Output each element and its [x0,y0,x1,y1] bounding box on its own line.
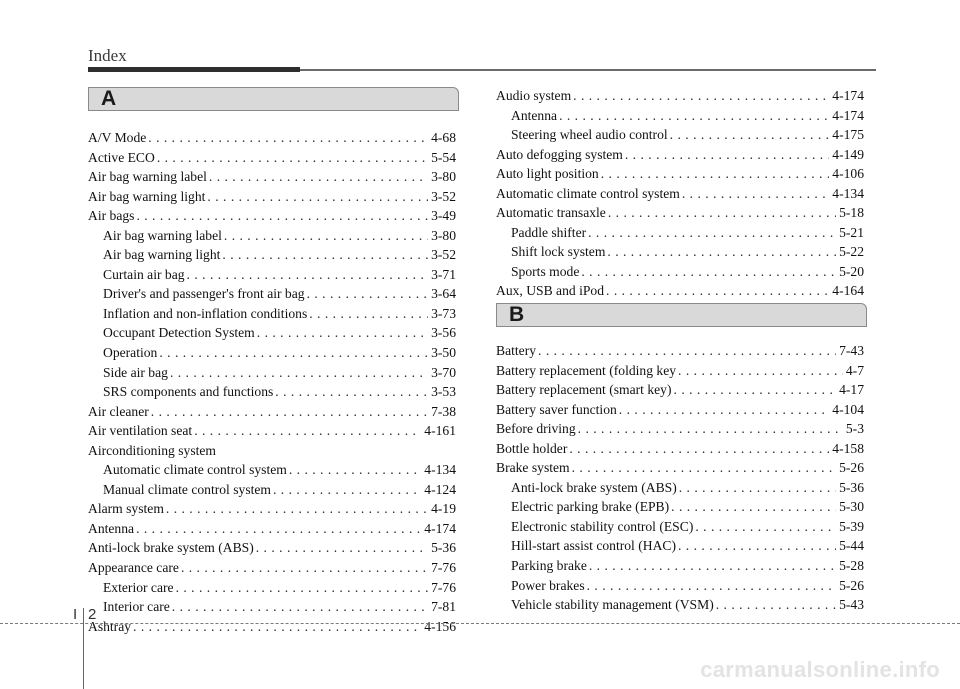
index-entry-page: 3-80 [431,169,456,185]
index-entry-label: Alarm system [88,501,164,517]
index-entry-page: 5-26 [839,460,864,476]
index-entry-leader-dots [670,125,830,145]
index-entry [88,597,456,617]
index-entry [496,595,864,615]
index-entry-label: Electronic stability control (ESC) [511,518,694,534]
index-entry-page: 4-164 [832,283,864,299]
index-entry-leader-dots [607,242,836,262]
index-entry-leader-dots [170,363,428,383]
index-entry-leader-dots [587,576,836,596]
index-entry-label: Paddle shifter [511,224,587,240]
section-header-b [496,303,867,327]
index-entry-leader-dots [207,187,428,207]
index-entry-label: Curtain air bag [103,266,185,282]
index-entry-leader-dots [151,402,428,422]
index-entry-label: Side air bag [103,364,168,380]
index-entry-label: Brake system [496,460,570,476]
index-entry [88,617,456,637]
index-entry-label: Battery replacement (smart key) [496,382,672,398]
index-entry-leader-dots [573,86,829,106]
index-entry-leader-dots [176,578,429,598]
index-entry-label: Power brakes [511,577,585,593]
index-entry [88,460,456,480]
index-entry-page: 4-161 [424,423,456,439]
index-entry-label: Battery replacement (folding key [496,362,677,378]
index-entry [496,458,864,478]
index-entry-leader-dots [136,519,421,539]
left-column [88,128,456,636]
index-entry [88,499,456,519]
index-entry [496,223,864,243]
footer-dashed-line [0,623,960,624]
index-entry [88,167,456,187]
index-entry-page: 5-18 [839,205,864,221]
index-entry-label: Parking brake [511,558,587,574]
section-header-a [88,87,459,111]
index-entry-label: Airconditioning system [88,442,216,458]
index-entry-label: Air bags [88,208,135,224]
index-entry [88,265,456,285]
index-entry-label: Auto defogging system [496,146,623,162]
index-entry-page: 5-36 [431,540,456,556]
index-entry-page: 5-44 [839,538,864,554]
index-entry [88,519,456,539]
index-entry [496,536,864,556]
index-entry [496,203,864,223]
index-entry-label: Air cleaner [88,403,149,419]
index-entry-page: 3-52 [431,247,456,263]
index-entry [88,245,456,265]
index-entry-page: 4-19 [431,501,456,517]
index-entry-label: Automatic transaxle [496,205,606,221]
index-entry [88,343,456,363]
index-entry-label: Air bag warning light [103,247,221,263]
index-entry-label: Ashtray [88,618,132,634]
index-entry-leader-dots [194,421,421,441]
index-entry-leader-dots [307,284,429,304]
index-entry-page: 4-68 [431,130,456,145]
index-entry-page: 5-3 [845,421,864,437]
index-entry-label: Air bag warning label [88,169,207,185]
index-entry [88,304,456,324]
index-entry-page: 3-70 [431,364,456,380]
index-entry-page: 4-158 [832,440,864,456]
index-entry [88,480,456,500]
header-rule-thick [88,67,300,72]
index-entry-leader-dots [256,538,428,558]
index-entry [496,86,864,106]
section-letter-b: B [509,303,525,326]
index-entry [496,576,864,596]
index-entry-page: 3-52 [431,188,456,204]
index-entry-leader-dots [569,439,829,459]
index-entry [496,242,864,262]
index-entry-label: Interior care [103,599,170,615]
index-entry-leader-dots [136,206,428,226]
index-entry-label: Air ventilation seat [88,423,193,439]
index-entry-leader-dots [589,556,836,576]
index-entry-page: 7-76 [431,560,456,576]
index-entry [496,517,864,537]
index-entry-leader-dots [619,400,829,420]
index-entry-leader-dots [187,265,429,285]
index-entry [88,382,456,402]
index-entry-page: 4-134 [424,462,456,478]
index-entry-label: Sports mode [511,263,580,279]
index-entry-leader-dots [166,499,428,519]
index-entry-label: Automatic climate control system [496,185,680,201]
index-entry [496,400,864,420]
index-entry [88,363,456,383]
index-entry-label: Steering wheel audio control [511,127,668,143]
index-entry [496,478,864,498]
index-entry [88,206,456,226]
index-entry [88,128,456,148]
index-entry-page: 3-64 [431,286,456,302]
index-entry [88,148,456,168]
index-entry-label: Air bag warning light [88,188,206,204]
index-entry-page: 5-22 [839,244,864,260]
index-entry-leader-dots [309,304,428,324]
index-entry-page: 5-21 [839,224,864,240]
index-entry-leader-dots [578,419,843,439]
index-entry-label: Shift lock system [511,244,606,260]
index-entry [496,419,864,439]
index-entry-page: 3-73 [431,305,456,321]
index-entry-label: Active ECO [88,149,155,165]
index-entry-page: 4-17 [839,382,864,398]
index-entry-leader-dots [674,380,837,400]
index-entry-leader-dots [682,184,829,204]
index-entry [88,226,456,246]
index-entry-leader-dots [172,597,428,617]
index-entry [88,187,456,207]
index-entry-label: SRS components and functions [103,384,274,400]
index-entry-leader-dots [678,536,836,556]
index-entry [496,497,864,517]
index-entry-label: Inflation and non-inflation conditions [103,305,308,321]
index-entry-leader-dots [157,148,428,168]
index-entry-label: Manual climate control system [103,481,271,497]
index-entry [496,145,864,165]
index-entry-leader-dots [679,478,836,498]
index-entry-leader-dots [289,460,421,480]
index-entry [496,556,864,576]
index-entry-page: 4-156 [424,618,456,634]
index-entry [496,361,864,381]
index-entry [496,262,864,282]
index-entry-label: Bottle holder [496,440,568,456]
index-entry-page: 4-174 [424,520,456,536]
index-entry-page: 7-38 [431,403,456,419]
index-entry [88,578,456,598]
index-entry-label: Aux, USB and iPod [496,283,605,299]
index-entry-label: Auto light position [496,166,599,182]
index-entry-label: Operation [103,345,158,361]
index-entry-page: 7-76 [431,579,456,595]
index-entry-label: Battery [496,343,537,358]
footer-section-letter: I [73,606,78,623]
index-entry-leader-dots [133,617,421,637]
index-entry-page: 4-134 [832,185,864,201]
footer-vertical-line [83,608,84,689]
index-entry-label: Driver's and passenger's front air bag [103,286,305,302]
index-entry [88,441,456,461]
index-entry [88,538,456,558]
index-entry-page: 4-174 [832,88,864,103]
index-entry-leader-dots [671,497,836,517]
index-entry-leader-dots [572,458,836,478]
index-entry-leader-dots [159,343,428,363]
index-entry-page: 4-104 [832,401,864,417]
index-entry-page: 4-106 [832,166,864,182]
index-entry-label: Vehicle stability management (VSM) [511,597,714,613]
index-entry-leader-dots [678,361,843,381]
index-entry-label: Audio system [496,88,572,103]
index-entry [496,184,864,204]
index-entry-leader-dots [148,128,428,148]
index-entry-page: 4-174 [832,107,864,123]
index-entry-label: Anti-lock brake system (ABS) [511,479,677,495]
index-entry-leader-dots [257,323,428,343]
header-rule-thin [300,69,876,71]
index-entry-label: Anti-lock brake system (ABS) [88,540,254,556]
index-entry-label: Appearance care [88,560,179,576]
index-entry-page: 3-80 [431,227,456,243]
index-entry-leader-dots [608,203,836,223]
index-entry-label: Occupant Detection System [103,325,255,341]
index-entry-leader-dots [581,262,836,282]
index-entry [496,281,864,301]
index-entry-label: Automatic climate control system [103,462,287,478]
index-entry-page: 3-53 [431,384,456,400]
index-entry-label: Antenna [511,107,558,123]
index-entry [496,439,864,459]
index-entry-label: Antenna [88,520,135,536]
index-entry-page: 7-81 [431,599,456,615]
index-entry-page: 4-149 [832,146,864,162]
index-entry [88,284,456,304]
right-column-a [496,86,864,301]
page-title: Index [88,46,127,65]
index-entry-leader-dots [559,106,829,126]
index-entry-page: 4-7 [845,362,864,378]
index-entry-label: Before driving [496,421,576,437]
right-column-b [496,341,864,615]
index-entry-leader-dots [273,480,421,500]
index-entry [88,323,456,343]
watermark: carmanualsonline.info [700,657,940,682]
index-entry-leader-dots [716,595,836,615]
index-entry-leader-dots [224,226,428,246]
index-entry-leader-dots [625,145,829,165]
index-entry-label: Battery saver function [496,401,617,417]
index-entry-page: 5-20 [839,263,864,279]
section-letter-a: A [101,87,117,110]
index-entry-leader-dots [209,167,428,187]
index-entry-page: 5-26 [839,577,864,593]
index-entry-page: 4-175 [832,127,864,143]
index-entry-page: 3-56 [431,325,456,341]
index-entry [88,558,456,578]
footer-page-number: 2 [88,606,97,623]
index-entry-leader-dots [181,558,428,578]
index-entry-page: 3-50 [431,345,456,361]
index-entry-page: 7-43 [839,343,864,358]
index-entry-leader-dots [538,341,836,361]
index-entry [496,380,864,400]
index-entry-page: 5-36 [839,479,864,495]
index-entry-page: 4-124 [424,481,456,497]
index-entry-leader-dots [695,517,836,537]
index-entry-leader-dots [222,245,428,265]
index-entry [88,421,456,441]
index-entry-page: 5-43 [839,597,864,613]
index-entry [496,341,864,361]
index-entry-label: Electric parking brake (EPB) [511,499,670,515]
index-entry-page: 5-54 [431,149,456,165]
index-entry-page: 3-49 [431,208,456,224]
index-entry-page: 3-71 [431,266,456,282]
index-entry [88,402,456,422]
index-entry-label: Hill-start assist control (HAC) [511,538,676,554]
index-entry-page: 5-39 [839,518,864,534]
index-entry-page: 5-28 [839,558,864,574]
index-entry-label: Air bag warning label [103,227,222,243]
index-entry-leader-dots [275,382,428,402]
index-entry-leader-dots [606,281,829,301]
index-entry-page: 5-30 [839,499,864,515]
index-entry [496,106,864,126]
index-entry [496,125,864,145]
index-entry-label: A/V Mode [88,130,147,145]
index-entry [496,164,864,184]
index-entry-leader-dots [588,223,836,243]
index-entry-label: Exterior care [103,579,174,595]
index-entry-leader-dots [601,164,830,184]
